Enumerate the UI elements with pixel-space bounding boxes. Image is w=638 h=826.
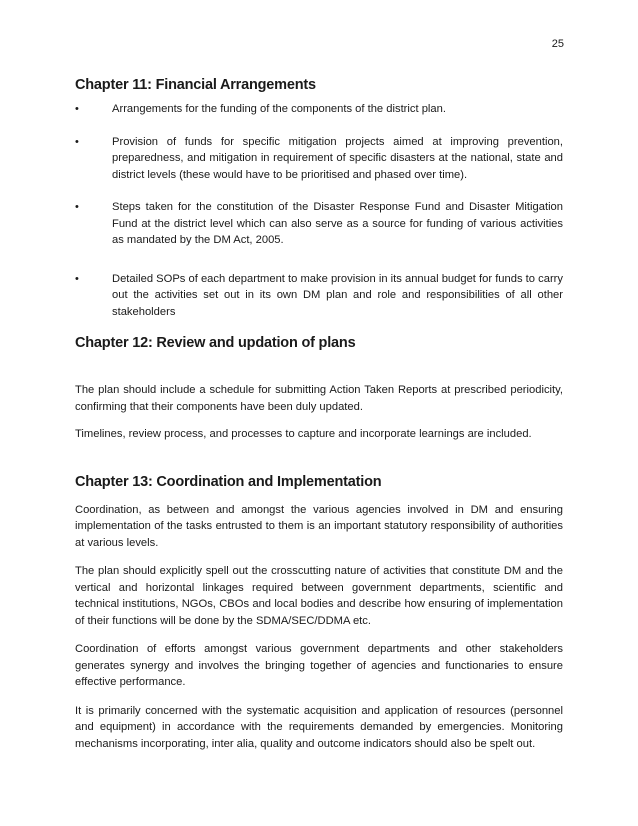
chapter-11-bullet-list: [75, 101, 563, 320]
list-item-text: Detailed SOPs of each department to make provision in its annual budget for funds to carry out the activities set out in its own DM plan and role and responsibilities of all other stakeholders: [112, 272, 563, 318]
chapter-13-paragraph: It is primarily concerned with the systematic acquisition and application of resources (personnel and equipment) in accordance with the requirements demanded by emergencies. Monitoring mechanisms incorporating, inter alia, quality and outcome indicators should also be spelt out.: [75, 704, 563, 750]
bullet-icon: •: [75, 201, 79, 213]
chapter-13-heading: Chapter 13: Coordination and Implementation: [75, 473, 382, 490]
list-item: [75, 199, 563, 249]
chapter-12-paragraph: The plan should include a schedule for submitting Action Taken Reports at prescribed periodicity, confirming that their components have been duly updated.: [75, 384, 563, 413]
chapter-12-heading: Chapter 12: Review and updation of plans: [75, 335, 356, 351]
bullet-icon: •: [75, 135, 79, 148]
chapter-12-paragraph: Timelines, review process, and processes to capture and incorporate learnings are included.: [75, 428, 532, 440]
chapter-13-paragraph: Coordination of efforts amongst various government departments and other stakeholders generates synergy and involves the bringing together of agencies and functionaries to ensure effective performance.: [75, 643, 563, 688]
page-number: 25: [551, 38, 564, 50]
chapter-13-paragraph: Coordination, as between and amongst the various agencies involved in DM and ensuring implementation of the tasks entrusted to them is an important statutory responsibility of authorities at various levels.: [75, 503, 563, 549]
page-content: [75, 76, 563, 752]
bullet-icon: •: [75, 272, 79, 285]
list-item-text: Provision of funds for specific mitigation projects aimed at improving prevention, preparedness, and mitigation in requirement of specific disasters at the national, state and district levels (these would have to be prioritised and phased over time).: [112, 135, 563, 181]
chapter-11-heading: Chapter 11: Financial Arrangements: [75, 77, 316, 93]
chapter-13-paragraph: The plan should explicitly spell out the crosscutting nature of activities that constitute DM and the vertical and horizontal linkages required between government departments, scientific and technical institutions, NGOs, CBOs and local bodies and describe how ensuring of implementation of their functions will be done by the SDMA/SEC/DDMA etc.: [75, 565, 563, 627]
list-item-text: Steps taken for the constitution of the Disaster Response Fund and Disaster Mitigation Fund at the district level which can also serve as a source for funding of various activities as mandated by the DM Act, 2005.: [112, 201, 563, 246]
list-item: [75, 101, 563, 118]
list-item: [75, 271, 563, 321]
list-item-text: Arrangements for the funding of the components of the district plan.: [112, 103, 446, 115]
list-item: [75, 134, 563, 184]
bullet-icon: •: [75, 103, 79, 115]
